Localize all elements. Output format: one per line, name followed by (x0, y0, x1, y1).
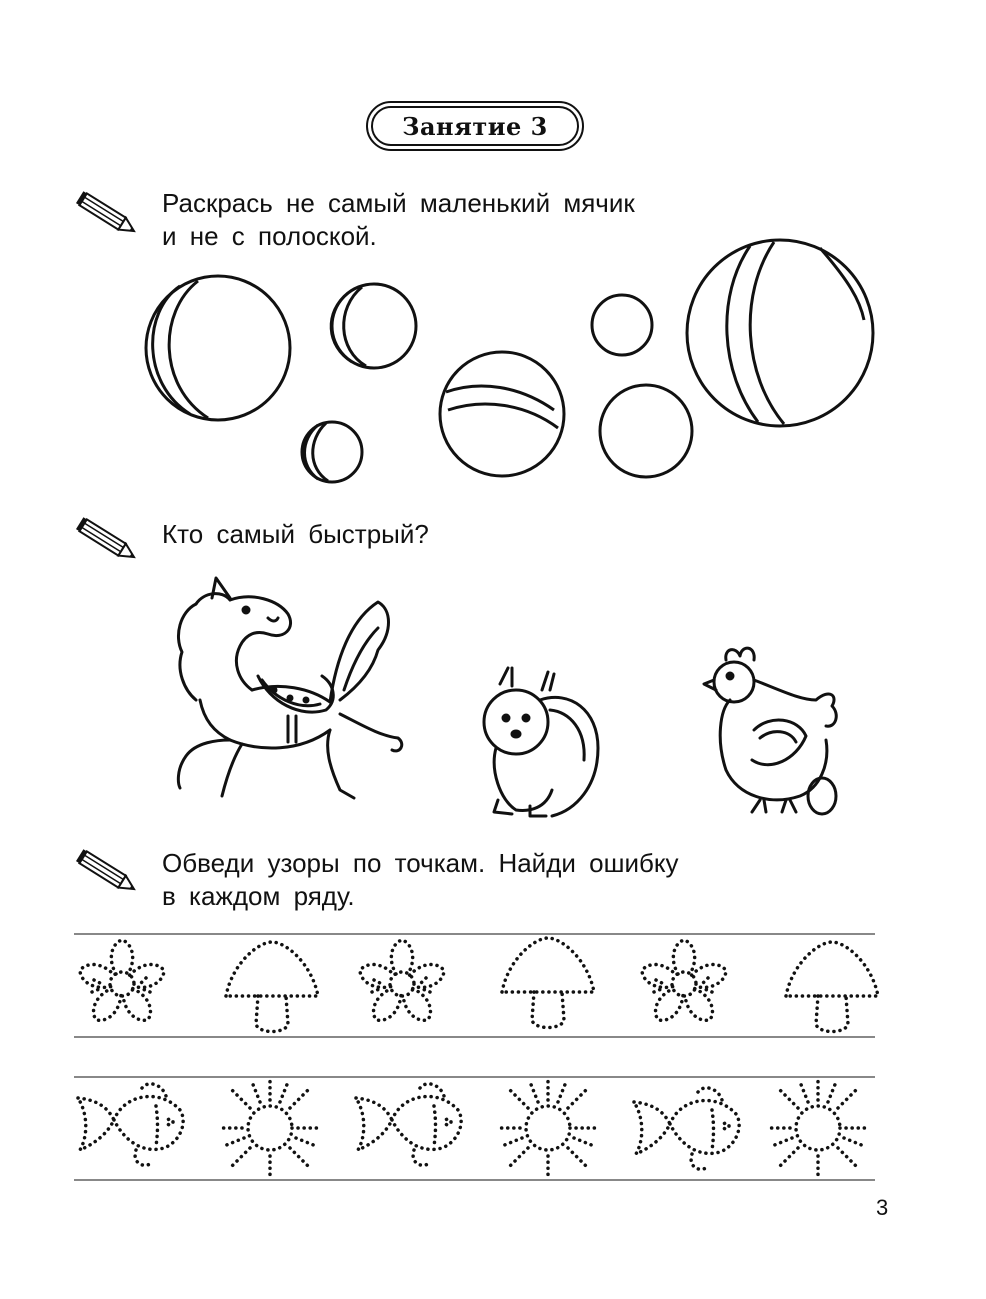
pattern-flower-1 (77, 940, 167, 1026)
ball-medium-plain (600, 385, 692, 477)
page-number: 3 (876, 1195, 889, 1220)
pattern-mushroom-1 (226, 942, 318, 1032)
pattern-flower-2 (357, 940, 447, 1026)
task-3-text (162, 847, 679, 913)
pattern-mushroom-2 (502, 938, 594, 1028)
squirrel-illustration (484, 668, 598, 816)
task-1-line-1: Раскрась не самый маленький мячик (162, 188, 635, 218)
lesson-title-box (366, 101, 584, 151)
horse-illustration (178, 578, 401, 798)
ball-large-right (687, 240, 873, 426)
task-2-line-1: Кто самый быстрый? (162, 519, 429, 549)
pattern-fish-3 (634, 1088, 739, 1169)
task-1-line-2: и не с полоской. (162, 221, 377, 251)
pattern-fish-1 (78, 1084, 183, 1165)
ball-medium-center (440, 352, 564, 476)
lesson-title: Занятие 3 (402, 111, 548, 141)
row-2-bottom-line (74, 1179, 875, 1181)
task-3-line-1: Обведи узоры по точкам. Найди ошибку (162, 848, 679, 878)
ball-small-plain (592, 295, 652, 355)
task-1-text (162, 187, 635, 253)
task-2-text (162, 518, 429, 551)
pencil-icon (72, 516, 144, 568)
row-1-bottom-line (74, 1036, 875, 1038)
ball-large-left (146, 276, 290, 420)
hen-illustration (704, 648, 836, 814)
task-3-line-2: в каждом ряду. (162, 881, 355, 911)
pattern-flower-3 (639, 940, 729, 1026)
pattern-fish-2 (356, 1084, 461, 1165)
pattern-sun-2 (498, 1078, 598, 1178)
pattern-sun-3 (768, 1078, 868, 1178)
ball-small-bottom (302, 422, 362, 482)
pattern-sun-1 (220, 1078, 320, 1178)
row-1-top-line (74, 933, 875, 935)
pattern-mushroom-3 (786, 942, 878, 1032)
ball-medium-top (331, 284, 416, 368)
pencil-icon (72, 848, 144, 900)
pencil-icon (72, 190, 144, 242)
row-2-top-line (74, 1076, 875, 1078)
